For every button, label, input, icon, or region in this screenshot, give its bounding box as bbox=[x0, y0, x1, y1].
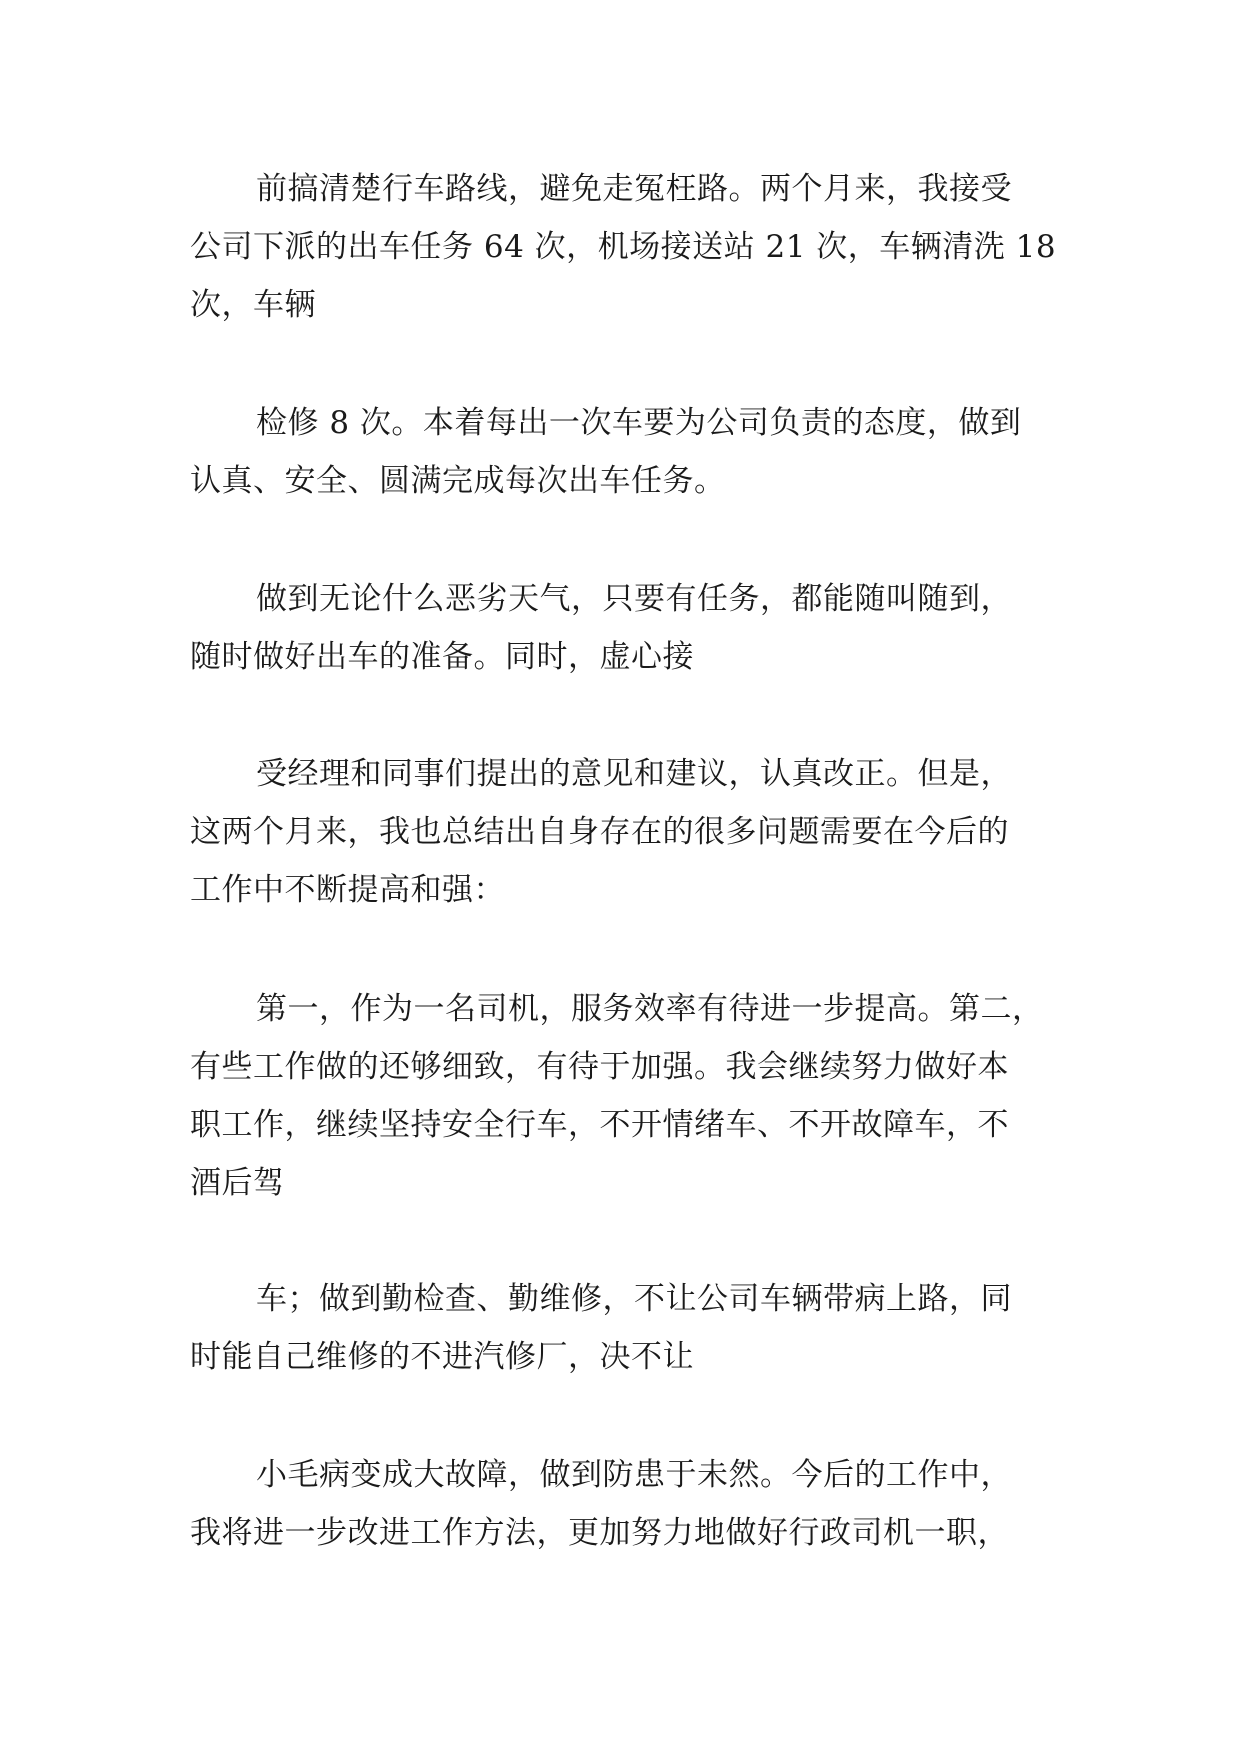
paragraph-line: 时能自己维修的不进汽修厂，决不让 bbox=[190, 1339, 694, 1375]
paragraph-3 bbox=[190, 570, 1060, 686]
paragraph-line: 我将进一步改进工作方法，更加努力地做好行政司机一职， bbox=[190, 1515, 1009, 1551]
paragraph-line: 小毛病变成大故障，做到防患于未然。今后的工作中， bbox=[256, 1457, 1012, 1493]
paragraph-line: 随时做好出车的准备。同时，虚心接 bbox=[190, 639, 694, 675]
paragraph-line: 受经理和同事们提出的意见和建议，认真改正。但是， bbox=[256, 756, 1012, 792]
paragraph-4 bbox=[190, 745, 1060, 919]
paragraph-line: 公司下派的出车任务 64 次，机场接送站 21 次，车辆清洗 18 bbox=[190, 229, 1057, 265]
paragraph-2 bbox=[190, 394, 1060, 510]
paragraph-line: 第一，作为一名司机，服务效率有待进一步提高。第二， bbox=[256, 991, 1044, 1027]
paragraph-1 bbox=[190, 160, 1060, 334]
paragraph-line: 有些工作做的还够细致，有待于加强。我会继续努力做好本 bbox=[190, 1049, 1009, 1085]
paragraph-line: 车；做到勤检查、勤维修，不让公司车辆带病上路，同 bbox=[256, 1281, 1012, 1317]
paragraph-line: 这两个月来，我也总结出自身存在的很多问题需要在今后的 bbox=[190, 814, 1009, 850]
paragraph-6 bbox=[190, 1270, 1060, 1386]
paragraph-5 bbox=[190, 980, 1060, 1212]
paragraph-line: 次，车辆 bbox=[190, 287, 316, 323]
paragraph-7 bbox=[190, 1446, 1060, 1562]
paragraph-line: 检修 8 次。本着每出一次车要为公司负责的态度，做到 bbox=[256, 405, 1022, 441]
paragraph-line: 工作中不断提高和强： bbox=[190, 872, 505, 908]
paragraph-line: 做到无论什么恶劣天气，只要有任务，都能随叫随到， bbox=[256, 581, 1012, 617]
paragraph-line: 职工作，继续坚持安全行车，不开情绪车、不开故障车，不 bbox=[190, 1107, 1009, 1143]
paragraph-line: 酒后驾 bbox=[190, 1165, 285, 1201]
paragraph-line: 前搞清楚行车路线，避免走冤枉路。两个月来，我接受 bbox=[256, 171, 1012, 207]
paragraph-line: 认真、安全、圆满完成每次出车任务。 bbox=[190, 463, 726, 499]
